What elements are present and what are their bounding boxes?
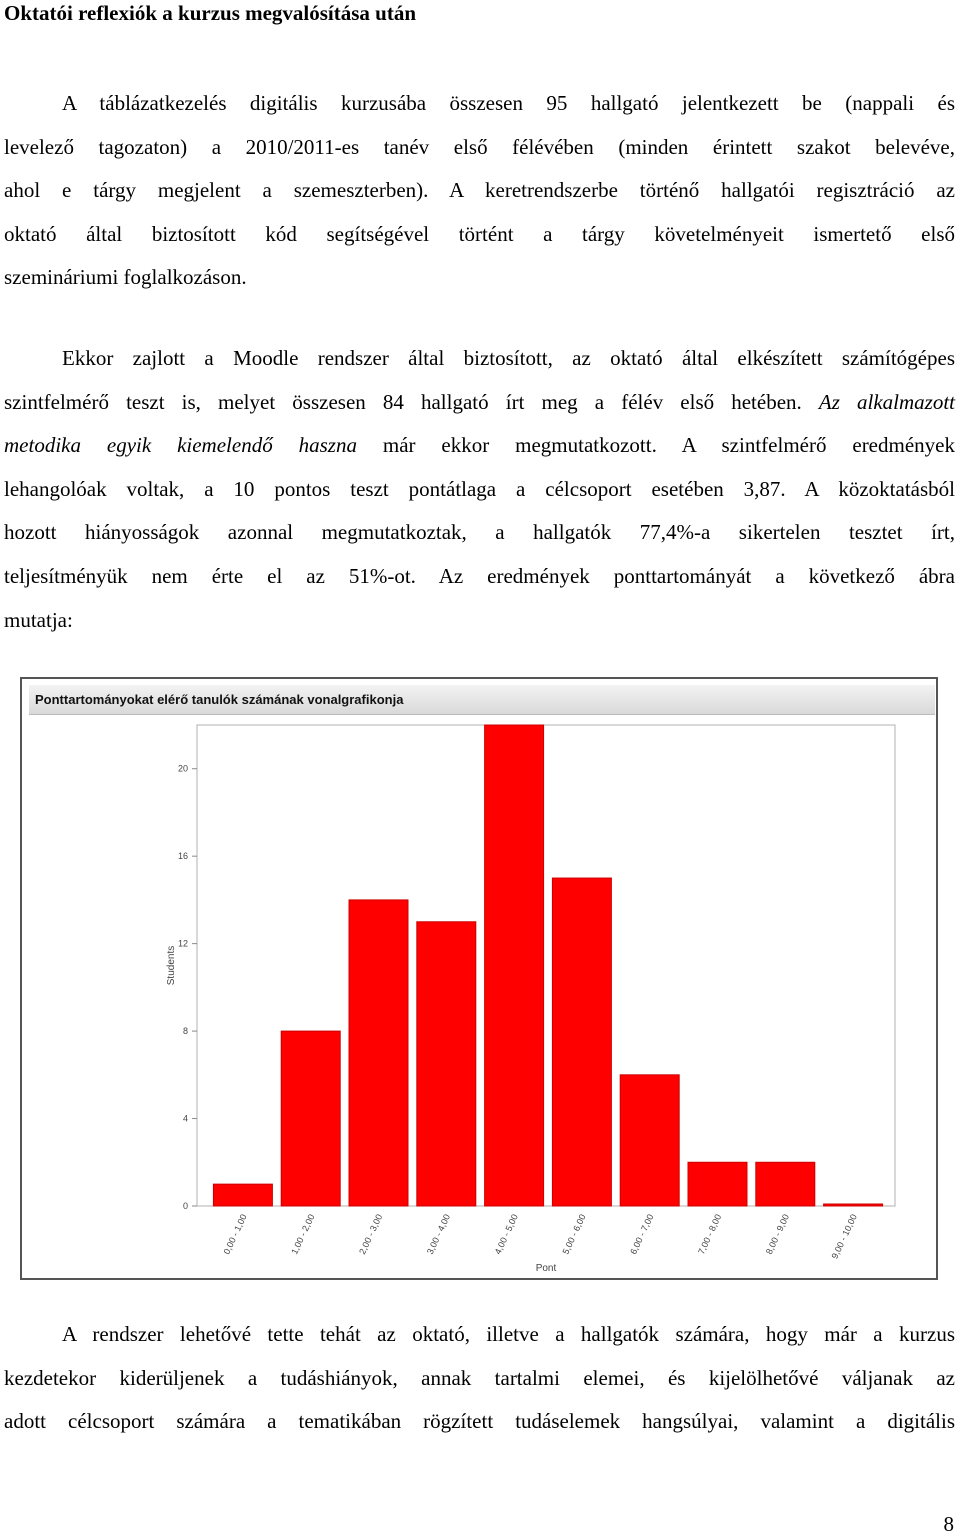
text-span: már ekkor megmutatkozott. A szintfelmérő eredmények xyxy=(382,433,955,458)
y-tick-label: 0 xyxy=(182,1201,188,1211)
x-tick-label: 5,00 - 6,00 xyxy=(560,1212,588,1256)
x-tick-label: 0,00 - 1,00 xyxy=(221,1212,249,1256)
x-tick-label: 4,00 - 5,00 xyxy=(492,1212,520,1256)
text-line: hozott hiányosságok azonnal megmutatkoztak, a hallgatók 77,4%-a sikertelen tesztet írt, xyxy=(4,520,955,545)
x-axis-label: Pont xyxy=(535,1263,557,1274)
paragraph-conclusion xyxy=(4,1313,955,1444)
text-line: Ekkor zajlott a Moodle rendszer által biztosított, az oktató által elkészített számítógépes xyxy=(62,346,955,370)
bar xyxy=(281,1031,340,1206)
page-number: 8 xyxy=(943,1512,954,1536)
text-line: A rendszer lehetővé tette tehát az oktató, illetve a hallgatók számára, hogy már a kurzus xyxy=(62,1322,955,1346)
x-tick-label: 2,00 - 3,00 xyxy=(357,1212,385,1256)
bar xyxy=(688,1162,747,1206)
text-line: mutatja: xyxy=(4,607,73,632)
bar xyxy=(417,922,476,1206)
text-line: szemináriumi foglalkozáson. xyxy=(4,265,247,290)
chart-title: Ponttartományokat elérő tanulók számának vonalgrafikonja xyxy=(35,692,404,707)
chart-figure xyxy=(20,677,938,1280)
bar xyxy=(485,725,544,1206)
bar-chart xyxy=(22,679,936,1278)
bar xyxy=(552,878,611,1206)
text-line xyxy=(4,424,955,468)
bar xyxy=(756,1162,815,1206)
emphasis-text: metodika egyik kiemelendő haszna xyxy=(4,433,357,458)
x-tick-label: 6,00 - 7,00 xyxy=(628,1212,656,1256)
text-line xyxy=(4,381,955,425)
text-line: oktató által biztosított kód segítségével történt a tárgy követelményeit ismertető első xyxy=(4,221,955,246)
text-line: lehangolóak voltak, a 10 pontos teszt pontátlaga a célcsoport esetében 3,87. A közoktatásból xyxy=(4,476,955,501)
x-tick-label: 8,00 - 9,00 xyxy=(763,1212,792,1256)
paragraph-intro xyxy=(4,82,955,300)
bar xyxy=(620,1075,679,1206)
x-tick-label: 9,00 - 10,00 xyxy=(829,1212,859,1261)
y-tick-label: 8 xyxy=(182,1026,188,1037)
x-tick-label: 1,00 - 2,00 xyxy=(289,1212,317,1256)
emphasis-text: Az alkalmazott xyxy=(818,389,956,414)
y-tick-label: 16 xyxy=(177,851,188,862)
x-tick-label: 7,00 - 8,00 xyxy=(696,1212,724,1256)
y-tick-label: 20 xyxy=(177,763,188,774)
text-line: levelező tagozaton) a 2010/2011-es tanév első félévében (minden érintett szakot belevéve, xyxy=(4,134,955,159)
text-span: szintfelmérő teszt is, melyet összesen 84 hallgató írt meg a félév első hetében. xyxy=(4,389,802,414)
x-tick-label: 3,00 - 4,00 xyxy=(424,1212,453,1256)
text-line: adott célcsoport számára a tematikában rögzített tudáselemek hangsúlyai, valamint a digitális xyxy=(4,1409,955,1434)
text-line: ahol e tárgy megjelent a szemeszterben). A keretrendszerbe történő hallgatói regisztráció az xyxy=(4,178,955,203)
bar xyxy=(213,1184,272,1206)
text-line: teljesítményük nem érte el az 51%-ot. Az eredmények ponttartományát a következő ábra xyxy=(4,563,955,588)
y-axis-label: Students xyxy=(166,945,177,986)
section-heading: Oktatói reflexiók a kurzus megvalósítása után xyxy=(4,1,417,25)
paragraph-assessment xyxy=(4,337,955,642)
y-tick-label: 4 xyxy=(182,1113,188,1124)
text-line: A táblázatkezelés digitális kurzusába összesen 95 hallgató jelentkezett be (nappali és xyxy=(62,91,955,115)
bar xyxy=(349,900,408,1206)
text-line: kezdetekor kiderüljenek a tudáshiányok, annak tartalmi elemei, és kijelölhetővé váljanak az xyxy=(4,1365,955,1390)
bar xyxy=(824,1204,883,1206)
y-tick-label: 12 xyxy=(177,938,188,949)
